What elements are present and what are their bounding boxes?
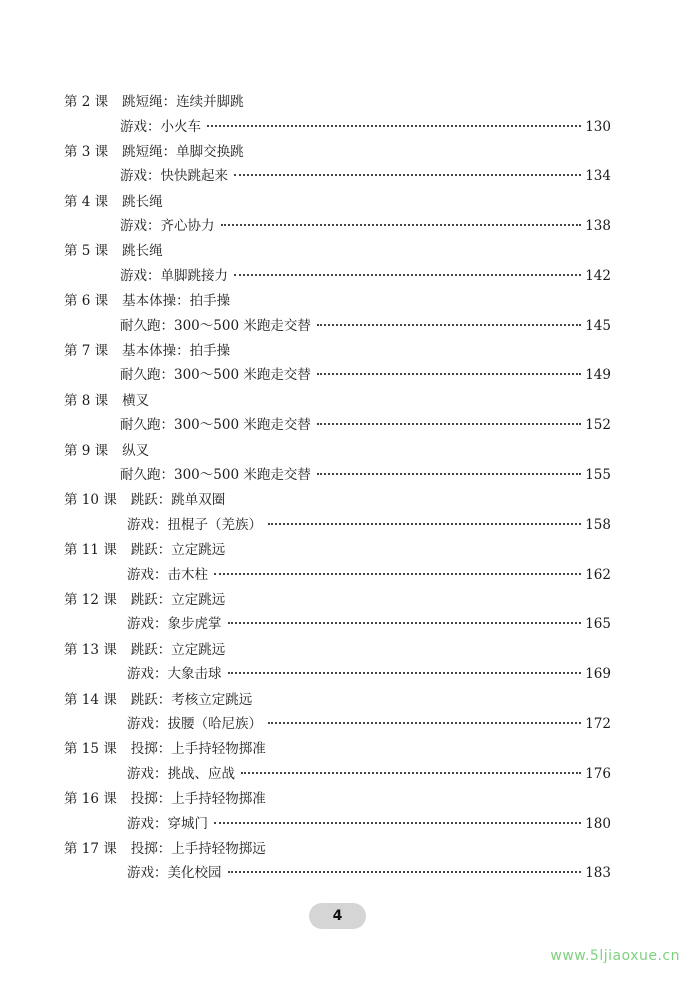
lesson-heading xyxy=(64,787,266,811)
toc-lesson xyxy=(0,588,699,638)
toc-entry[interactable] xyxy=(120,115,611,139)
dot-leader xyxy=(228,622,582,624)
page-number: 169 xyxy=(585,666,611,683)
page-number: 158 xyxy=(585,516,611,533)
page-number: 162 xyxy=(585,566,611,583)
lesson-title: 跳短绳：单脚交换跳 xyxy=(122,143,244,160)
toc-lesson xyxy=(0,837,699,887)
toc-entry[interactable] xyxy=(120,264,611,288)
page-number: 138 xyxy=(585,218,611,235)
dot-leader xyxy=(317,473,581,475)
dot-leader xyxy=(241,772,581,774)
page-number: 183 xyxy=(585,865,611,882)
lesson-title: 投掷：上手持轻物掷远 xyxy=(130,840,266,857)
entry-text: 游戏：扭棍子（羌族） xyxy=(127,516,262,533)
entry-text: 耐久跑：300～500 米跑走交替 xyxy=(120,367,311,384)
lesson-number: 第 10 课 xyxy=(64,492,117,509)
lesson-number: 第 9 课 xyxy=(64,442,109,459)
lesson-number: 第 16 课 xyxy=(64,791,117,808)
toc-entry[interactable] xyxy=(127,812,611,836)
dot-leader xyxy=(317,324,581,326)
toc-lesson xyxy=(0,389,699,439)
dot-leader xyxy=(234,274,581,276)
page-number: 165 xyxy=(585,616,611,633)
lesson-title: 跳短绳：连续并脚跳 xyxy=(122,94,244,110)
entry-text: 游戏：小火车 xyxy=(120,118,201,135)
toc-lesson xyxy=(0,140,699,190)
entry-text: 游戏：挑战、应战 xyxy=(127,765,235,782)
entry-text: 游戏：齐心协力 xyxy=(120,218,215,235)
lesson-title: 跳跃：立定跳远 xyxy=(130,591,226,608)
toc-lesson xyxy=(0,190,699,240)
lesson-number: 第 6 课 xyxy=(64,293,109,310)
lesson-title: 跳跃：立定跳远 xyxy=(130,542,226,559)
dot-leader xyxy=(228,672,582,674)
lesson-title: 跳跃：考核立定跳远 xyxy=(130,691,253,708)
toc-lesson xyxy=(0,638,699,688)
toc-entry[interactable] xyxy=(127,712,611,736)
lesson-number: 第 7 课 xyxy=(64,342,109,359)
lesson-number: 第 13 课 xyxy=(64,641,117,658)
lesson-heading xyxy=(64,190,163,214)
toc-entry[interactable] xyxy=(127,662,611,686)
dot-leader xyxy=(268,523,581,525)
lesson-number: 第 2 课 xyxy=(64,94,109,110)
lesson-title: 跳跃：跳单双圈 xyxy=(130,492,226,509)
lesson-number: 第 11 课 xyxy=(64,542,117,559)
lesson-number: 第 12 课 xyxy=(64,591,117,608)
entry-text: 耐久跑：300～500 米跑走交替 xyxy=(120,467,311,484)
toc-lesson xyxy=(0,538,699,588)
toc-entry[interactable] xyxy=(120,463,611,487)
lesson-heading xyxy=(64,737,266,761)
toc-entry[interactable] xyxy=(127,762,611,786)
lesson-heading xyxy=(64,140,244,164)
dot-leader xyxy=(221,224,582,226)
lesson-title: 跳长绳 xyxy=(122,193,163,210)
toc-lesson xyxy=(0,239,699,289)
dot-leader xyxy=(214,573,581,575)
lesson-title: 基本体操：拍手操 xyxy=(122,293,231,310)
dot-leader xyxy=(317,373,581,375)
lesson-number: 第 5 课 xyxy=(64,243,109,260)
toc-entry[interactable] xyxy=(120,363,611,387)
lesson-title: 投掷：上手持轻物掷准 xyxy=(130,791,266,808)
toc-entry[interactable] xyxy=(120,314,611,338)
lesson-heading xyxy=(64,90,244,114)
lesson-title: 跳长绳 xyxy=(122,243,163,260)
page-number: 149 xyxy=(585,367,611,384)
lesson-heading xyxy=(64,339,230,363)
toc-entry[interactable] xyxy=(120,413,611,437)
page-number: 155 xyxy=(585,467,611,484)
toc-entry[interactable] xyxy=(127,563,611,587)
toc-lesson xyxy=(0,439,699,489)
toc-entry[interactable] xyxy=(120,164,611,188)
entry-text: 游戏：大象击球 xyxy=(127,666,222,683)
entry-text: 游戏：单脚跳接力 xyxy=(120,267,228,284)
lesson-title: 横叉 xyxy=(122,392,150,409)
dot-leader xyxy=(207,125,581,127)
lesson-number: 第 14 课 xyxy=(64,691,117,708)
lesson-heading xyxy=(64,538,225,562)
page-number: 152 xyxy=(585,417,611,434)
lesson-title: 纵叉 xyxy=(122,442,150,459)
page-number: 142 xyxy=(585,267,611,284)
table-of-contents xyxy=(0,90,699,887)
entry-text: 游戏：拔腰（哈尼族） xyxy=(127,716,262,733)
lesson-title: 基本体操：拍手操 xyxy=(122,342,231,359)
toc-entry[interactable] xyxy=(127,612,611,636)
lesson-heading xyxy=(64,588,225,612)
dot-leader xyxy=(268,722,581,724)
lesson-heading xyxy=(64,638,225,662)
toc-entry[interactable] xyxy=(127,861,611,885)
toc-lesson xyxy=(0,488,699,538)
page-number: 130 xyxy=(585,118,611,135)
dot-leader xyxy=(234,174,581,176)
entry-text: 游戏：穿城门 xyxy=(127,815,208,832)
toc-entry[interactable] xyxy=(127,513,611,537)
lesson-number: 第 4 课 xyxy=(64,193,109,210)
page-number: 176 xyxy=(585,765,611,782)
toc-lesson xyxy=(0,737,699,787)
toc-lesson xyxy=(0,90,699,140)
dot-leader xyxy=(228,871,582,873)
toc-lesson xyxy=(0,787,699,837)
lesson-number: 第 17 课 xyxy=(64,840,117,857)
page-number: 145 xyxy=(585,317,611,334)
dot-leader xyxy=(317,423,581,425)
page-number-badge: 4 xyxy=(309,903,366,929)
entry-text: 游戏：击木柱 xyxy=(127,566,208,583)
page-number: 134 xyxy=(585,168,611,185)
entry-text: 游戏：象步虎掌 xyxy=(127,616,222,633)
lesson-heading xyxy=(64,389,149,413)
toc-entry[interactable] xyxy=(120,214,611,238)
lesson-number: 第 3 课 xyxy=(64,143,109,160)
toc-lesson xyxy=(0,339,699,389)
lesson-title: 投掷：上手持轻物掷准 xyxy=(130,741,266,758)
entry-text: 游戏：快快跳起来 xyxy=(120,168,228,185)
page-number: 180 xyxy=(585,815,611,832)
lesson-heading xyxy=(64,837,266,861)
toc-lesson xyxy=(0,289,699,339)
toc-lesson xyxy=(0,688,699,738)
entry-text: 游戏：美化校园 xyxy=(127,865,222,882)
lesson-heading xyxy=(64,688,252,712)
lesson-heading xyxy=(64,289,230,313)
entry-text: 耐久跑：300～500 米跑走交替 xyxy=(120,317,311,334)
lesson-heading xyxy=(64,488,225,512)
lesson-heading xyxy=(64,239,163,263)
lesson-number: 第 8 课 xyxy=(64,392,109,409)
lesson-number: 第 15 课 xyxy=(64,741,117,758)
watermark: www.5ljiaoxue.cn xyxy=(550,948,680,964)
dot-leader xyxy=(214,822,581,824)
entry-text: 耐久跑：300～500 米跑走交替 xyxy=(120,417,311,434)
lesson-heading xyxy=(64,439,149,463)
lesson-title: 跳跃：立定跳远 xyxy=(130,641,226,658)
page-number: 172 xyxy=(585,716,611,733)
